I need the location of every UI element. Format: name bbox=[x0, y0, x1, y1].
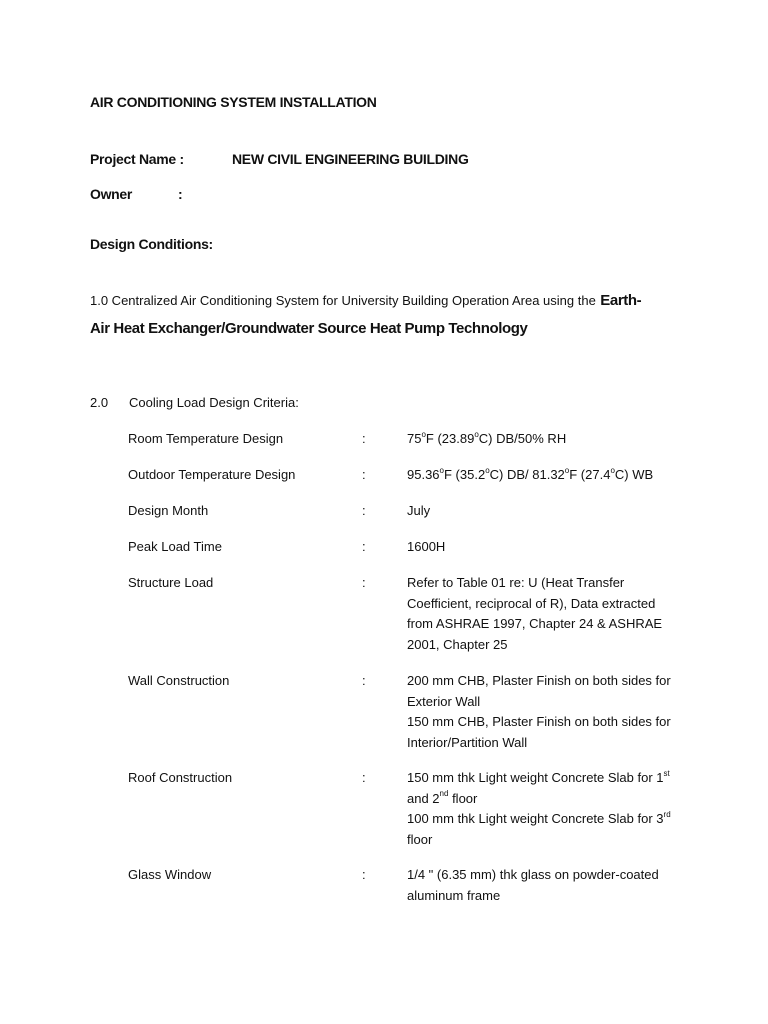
degree-symbol: o bbox=[421, 429, 426, 439]
design-month-colon: : bbox=[362, 503, 366, 518]
owner-colon: : bbox=[178, 186, 183, 202]
section-2-number: 2.0 bbox=[90, 395, 109, 410]
roof-construction-line-3: 100 mm thk Light weight Concrete Slab for 3rd bbox=[407, 809, 671, 826]
glass-window-value: 1/4 " (6.35 mm) thk glass on powder-coated aluminum frame bbox=[407, 867, 659, 903]
owner-label: Owner bbox=[90, 186, 133, 202]
degree-symbol: o bbox=[485, 465, 490, 475]
roof-construction-line-4: floor bbox=[407, 831, 433, 847]
project-name-label: Project Name : bbox=[90, 151, 184, 167]
glass-window-colon: : bbox=[362, 867, 366, 882]
degree-symbol: o bbox=[439, 465, 444, 475]
degree-symbol: o bbox=[474, 429, 479, 439]
wall-construction-colon: : bbox=[362, 673, 366, 688]
roof-construction-colon: : bbox=[362, 770, 366, 785]
room-temp-value: 75$^o$F (23.89$^o$C) DB/50% RH bbox=[407, 429, 567, 446]
section-1-text: 1.0 Centralized Air Conditioning System for University Building Operation Area using the bbox=[90, 293, 596, 308]
outdoor-temp-label: Outdoor Temperature Design bbox=[128, 467, 296, 482]
document-title: AIR CONDITIONING SYSTEM INSTALLATION bbox=[90, 94, 377, 110]
room-temp-colon: : bbox=[362, 431, 366, 446]
section-1-bold-line: Air Heat Exchanger/Groundwater Source Heat Pump Technology bbox=[90, 320, 528, 337]
design-month-label: Design Month bbox=[128, 503, 209, 518]
section-1-bold-start: Earth- bbox=[600, 292, 642, 309]
room-temp-label: Room Temperature Design bbox=[128, 431, 284, 446]
structure-load-value: Refer to Table 01 re: U (Heat Transfer Coefficient, reciprocal of R), Data extracted from ASHRAE 1997, Chapter 24 & ASHRAE 2001, Chapter 25 bbox=[407, 575, 663, 652]
roof-construction-line-1: 150 mm thk Light weight Concrete Slab for 1st bbox=[407, 768, 670, 785]
roof-construction-value bbox=[407, 768, 671, 850]
wall-construction-value bbox=[407, 671, 697, 753]
peak-load-value: 1600H bbox=[407, 539, 446, 554]
structure-load-colon: : bbox=[362, 575, 366, 590]
section-1-line-1 bbox=[90, 291, 641, 312]
project-name-value: NEW CIVIL ENGINEERING BUILDING bbox=[232, 151, 469, 167]
degree-symbol: o bbox=[610, 465, 615, 475]
wall-construction-label: Wall Construction bbox=[128, 673, 230, 688]
degree-symbol: o bbox=[564, 465, 570, 475]
structure-load-label: Structure Load bbox=[128, 575, 214, 590]
wall-construction-line-1: 200 mm CHB, Plaster Finish on both sides for Exterior Wall bbox=[407, 673, 671, 709]
roof-construction-line-2: and 2nd floor bbox=[407, 789, 478, 806]
design-conditions-heading: Design Conditions: bbox=[90, 236, 213, 252]
section-2-title: Cooling Load Design Criteria: bbox=[129, 395, 299, 410]
design-month-value: July bbox=[407, 503, 431, 518]
peak-load-label: Peak Load Time bbox=[128, 539, 222, 554]
outdoor-temp-value: 95.36$^o$F (35.2$^o$C) DB/ 81.32$^o$F (27.4$^o$C) WB bbox=[407, 465, 654, 482]
outdoor-temp-colon: : bbox=[362, 467, 366, 482]
roof-construction-label: Roof Construction bbox=[128, 770, 233, 785]
peak-load-colon: : bbox=[362, 539, 366, 554]
wall-construction-line-2: 150 mm CHB, Plaster Finish on both sides for Interior/Partition Wall bbox=[407, 714, 671, 750]
glass-window-label: Glass Window bbox=[128, 867, 212, 882]
